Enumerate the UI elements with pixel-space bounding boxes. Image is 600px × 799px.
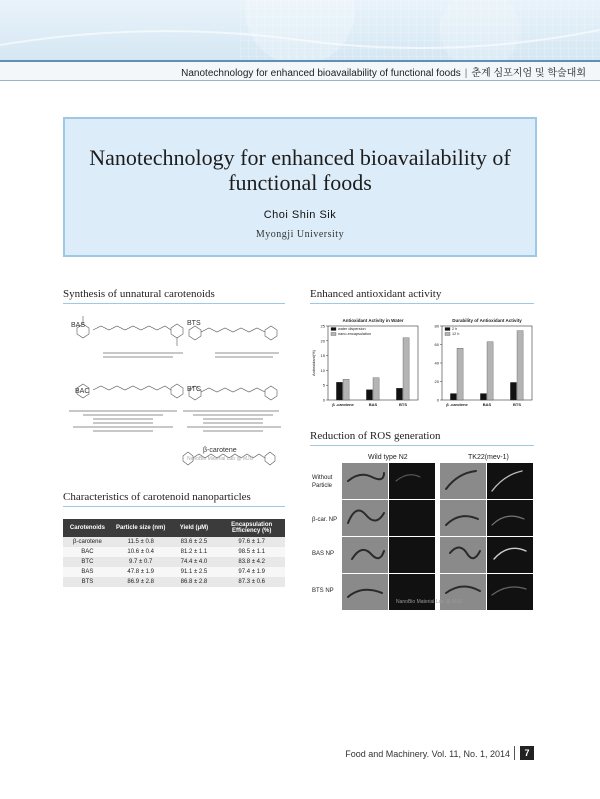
nanoparticle-table: [63, 519, 285, 587]
legend-label: 12 h: [452, 332, 460, 336]
table-header: Carotenoids: [63, 519, 112, 537]
synthesis-watermark: NanoBio Material Lab @ MJU: [187, 456, 254, 462]
y-tick-label: 15: [320, 353, 325, 359]
table-cell: 86.8 ± 2.8: [170, 577, 219, 587]
x-tick-label: β -carotene: [332, 402, 354, 407]
table-row: [63, 567, 285, 577]
y-tick-label: 25: [320, 323, 325, 329]
bar: [343, 379, 349, 400]
header-line: [0, 60, 600, 62]
ros-column-label: Wild type N2: [368, 454, 408, 461]
legend-label: water dispersion: [338, 327, 366, 331]
table-cell: 9.7 ± 0.7: [112, 557, 170, 567]
table-row: [63, 537, 285, 547]
table-cell: 97.4 ± 1.9: [218, 567, 285, 577]
table-cell: 98.5 ± 1.1: [218, 547, 285, 557]
bar: [480, 394, 486, 400]
page-title: Nanotechnology for enhanced bioavailability of functional foods: [89, 145, 511, 195]
running-header-left: Nanotechnology for enhanced bioavailability of functional foods: [181, 68, 461, 79]
ros-row-label: Without Particle: [312, 475, 333, 489]
table-cell: 87.3 ± 0.6: [218, 577, 285, 587]
chart-title: Antioxidant Activity in Water: [342, 318, 404, 323]
bar: [373, 378, 379, 400]
footer-divider: [514, 746, 515, 760]
y-tick-label: 40: [434, 360, 439, 366]
table-header: Yield (μM): [170, 519, 219, 537]
legend-swatch: [445, 333, 450, 336]
section-characteristics: Characteristics of carotenoid nanoparticles: [63, 491, 285, 507]
table-cell: 10.6 ± 0.4: [112, 547, 170, 557]
synthesis-figure: [63, 310, 285, 470]
ros-row-label: BTS NP: [312, 588, 334, 594]
structure-label: BAS: [71, 322, 86, 329]
y-tick-label: 60: [434, 342, 439, 347]
running-header: [181, 64, 586, 79]
bar: [457, 348, 463, 400]
structure-label: BTC: [187, 386, 201, 393]
chart-title: Durability of Antioxidant Activity: [452, 318, 522, 323]
structure-label: BTS: [187, 320, 201, 327]
section-synthesis: Synthesis of unnatural carotenoids: [63, 288, 285, 304]
bar: [510, 382, 516, 400]
x-tick-label: BAS: [368, 402, 378, 407]
structure-label: BAC: [75, 388, 90, 395]
legend-label: nano-encapsulation: [338, 332, 372, 336]
bar: [366, 390, 372, 400]
x-tick-label: β -carotene: [446, 402, 468, 407]
affiliation: Myongji University: [255, 229, 345, 240]
table-header-row: [63, 519, 285, 537]
antioxidant-charts: [310, 312, 536, 412]
footer-journal: Food and Machinery. Vol. 11, No. 1, 2014: [345, 749, 510, 759]
y-axis-label: Antioxidant(%): [311, 349, 316, 377]
table-row: [63, 577, 285, 587]
table-cell: BTS: [63, 577, 112, 587]
y-tick-label: 0: [436, 397, 439, 403]
table-header: Encapsulation Efficiency (%): [218, 519, 285, 537]
table-cell: β-carotene: [63, 537, 112, 547]
table-row: [63, 547, 285, 557]
y-tick-label: 20: [434, 379, 439, 384]
table-cell: 83.6 ± 2.5: [170, 537, 219, 547]
table-cell: 47.8 ± 1.9: [112, 567, 170, 577]
bar: [487, 342, 493, 400]
table-cell: 83.8 ± 4.2: [218, 557, 285, 567]
bar: [396, 388, 402, 400]
table-header: Particle size (nm): [112, 519, 170, 537]
ros-column-label: TK22(mev-1): [468, 454, 509, 461]
y-tick-label: 20: [320, 338, 325, 344]
legend-swatch: [331, 333, 336, 336]
x-tick-label: BTS: [399, 402, 407, 407]
section-antioxidant: Enhanced antioxidant activity: [310, 288, 534, 304]
y-tick-label: 80: [434, 323, 439, 329]
running-header-divider: |: [464, 68, 468, 79]
legend-label: 2 h: [452, 327, 458, 331]
legend-swatch: [331, 328, 336, 331]
author: Choi Shin Sik: [263, 209, 337, 221]
bar: [336, 382, 342, 400]
structure-label: β-carotene: [203, 447, 237, 454]
table-cell: 86.9 ± 2.8: [112, 577, 170, 587]
table-cell: 81.2 ± 1.1: [170, 547, 219, 557]
chemical-structures: [63, 310, 285, 470]
y-tick-label: 0: [322, 397, 325, 403]
y-tick-label: 10: [320, 367, 325, 373]
table-cell: 74.4 ± 4.0: [170, 557, 219, 567]
bar: [403, 338, 409, 400]
ros-watermark: NanoBio Material Lab @ MJU: [396, 599, 463, 605]
legend-swatch: [445, 328, 450, 331]
section-ros: Reduction of ROS generation: [310, 430, 534, 446]
table-cell: 11.5 ± 0.8: [112, 537, 170, 547]
table-cell: BAC: [63, 547, 112, 557]
running-header-right: 춘계 심포지엄 및 학술대회: [471, 68, 586, 79]
banner-pattern: [0, 0, 600, 60]
table-cell: BAS: [63, 567, 112, 577]
page-number: 7: [520, 746, 534, 760]
table-cell: 97.6 ± 1.7: [218, 537, 285, 547]
ros-micrographs: [342, 463, 536, 613]
y-tick-label: 5: [322, 382, 325, 388]
ros-row-label: BAS NP: [312, 551, 335, 557]
table-cell: 91.1 ± 2.5: [170, 567, 219, 577]
title-box: [63, 117, 537, 257]
x-tick-label: BTS: [513, 402, 521, 407]
table-row: [63, 557, 285, 567]
x-tick-label: BAS: [482, 402, 492, 407]
top-banner: [0, 0, 600, 60]
table-cell: BTC: [63, 557, 112, 567]
ros-row-label: β-car. NP: [312, 517, 338, 523]
bar: [450, 394, 456, 400]
bar: [517, 331, 523, 400]
